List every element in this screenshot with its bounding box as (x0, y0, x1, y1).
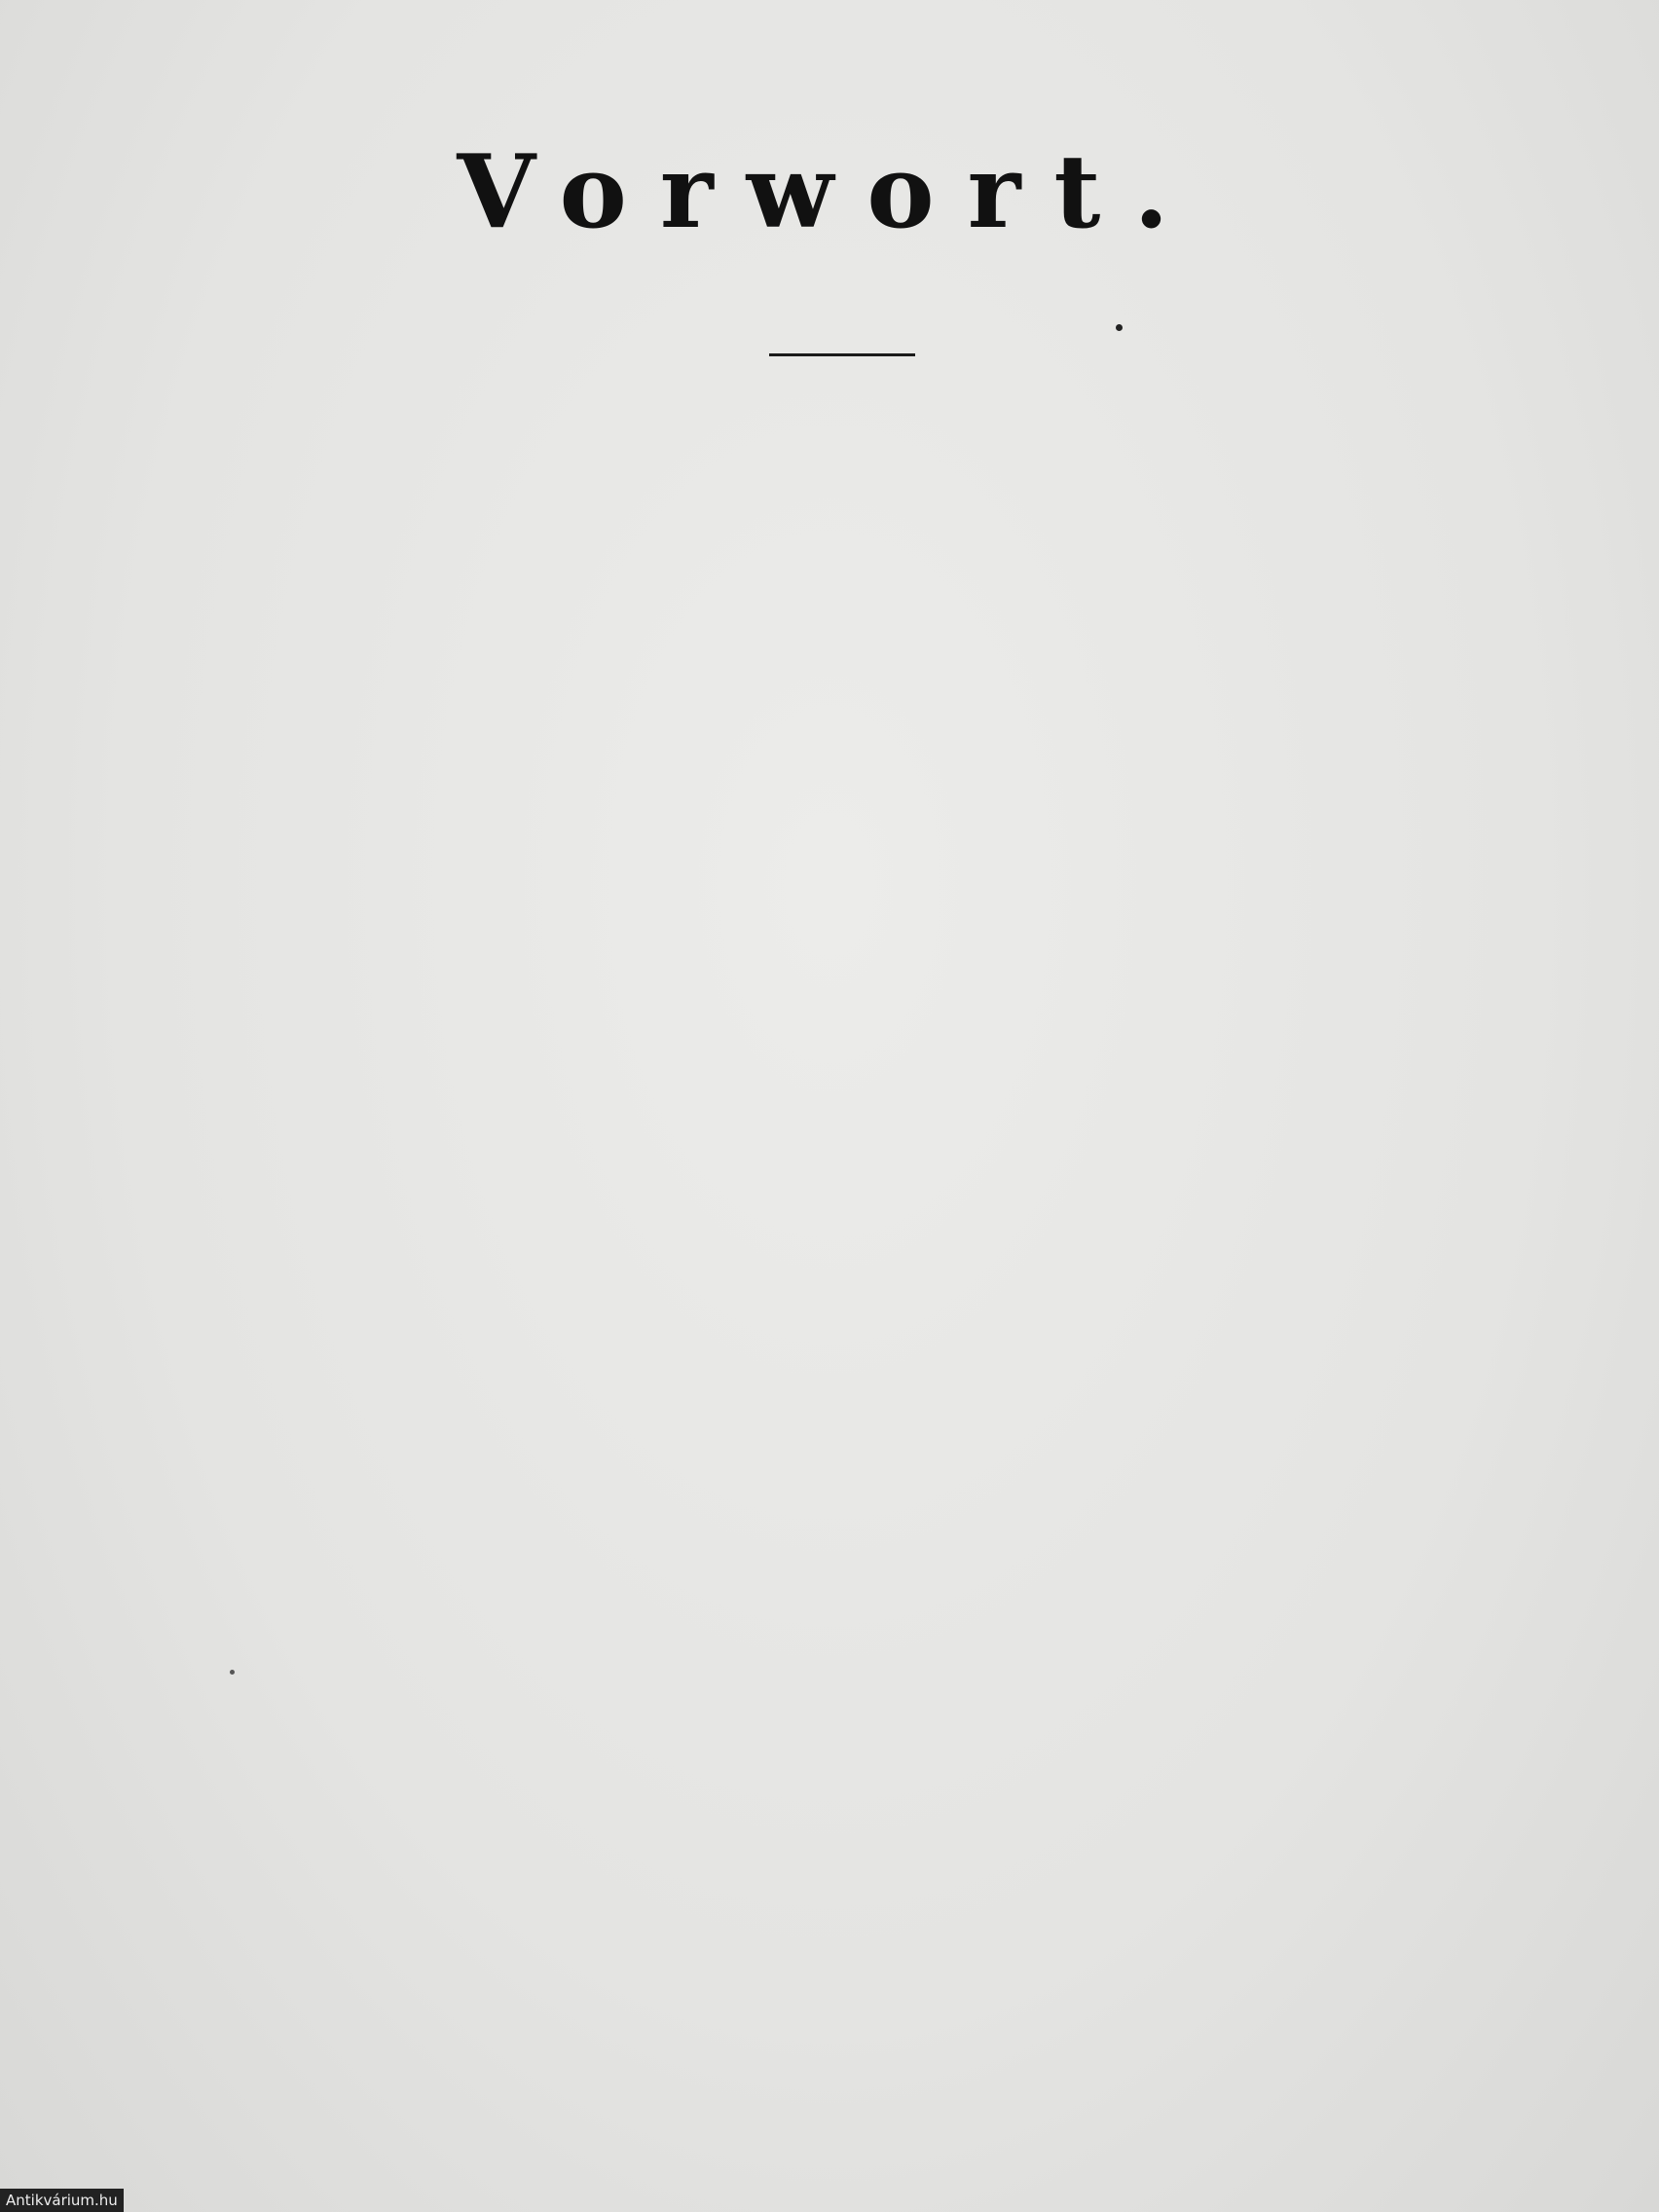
page-title: Vorwort. (457, 131, 1202, 251)
bleed-through-text (39, 19, 1616, 565)
ink-speck (230, 1670, 235, 1675)
ink-speck (1116, 324, 1123, 331)
title-rule-divider (769, 353, 915, 356)
watermark: Antikvárium.hu (0, 2189, 124, 2212)
